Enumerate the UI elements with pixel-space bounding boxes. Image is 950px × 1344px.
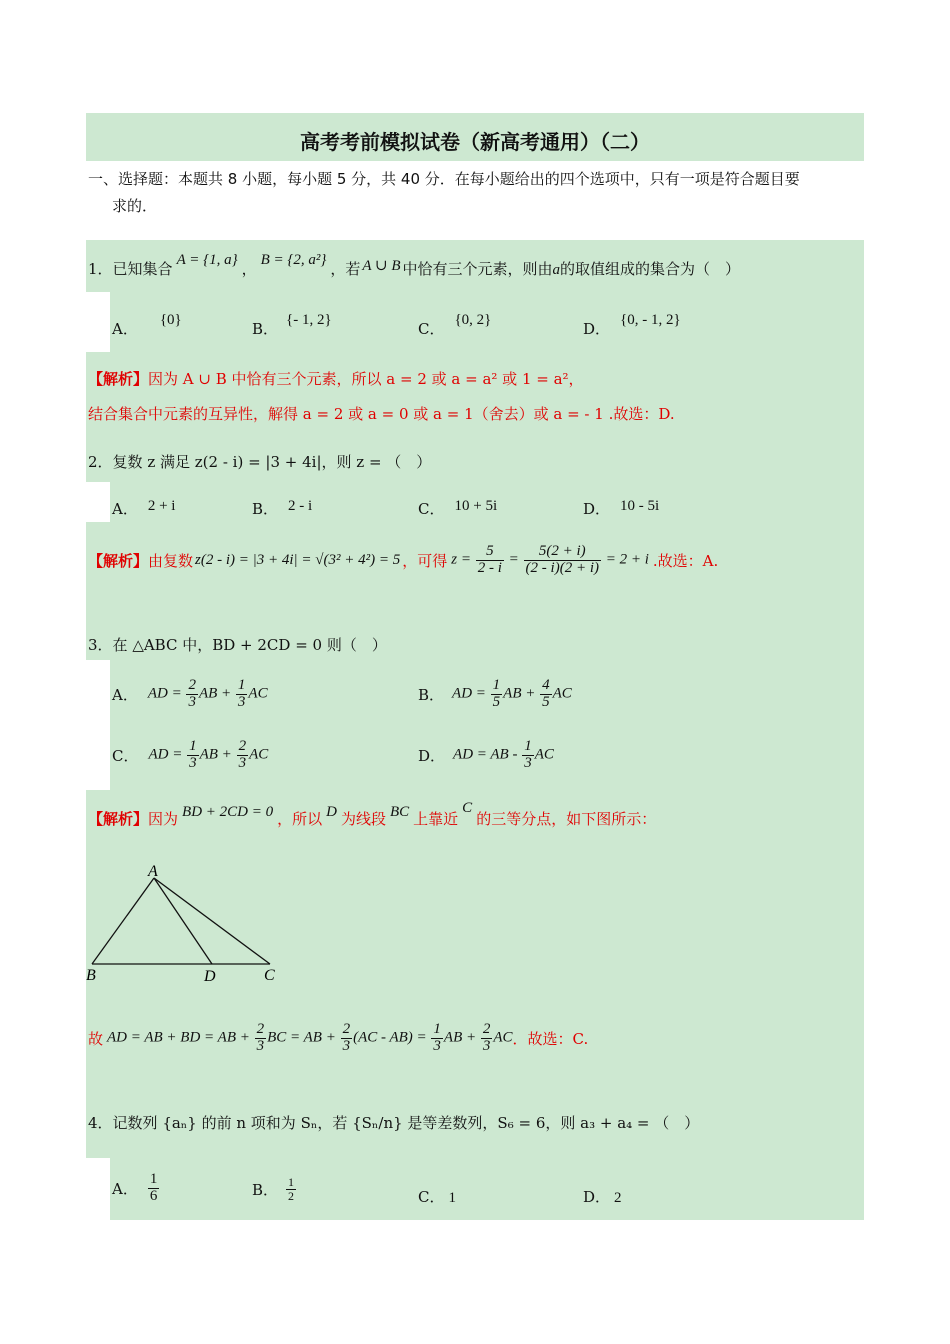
question-4: 4．记数列 {aₙ} 的前 n 项和为 Sₙ，若 {Sₙ/n} 是等差数列，S₆ = 6，则 a₃ + a₄ = （ ） [88, 1114, 700, 1132]
q1-option-d[interactable]: D． {0, - 1, 2} [583, 312, 681, 338]
section-heading-line2: 求的． [112, 197, 158, 215]
q4-option-a[interactable]: A． $\frac{1}{6}$ [112, 1171, 158, 1204]
q3-option-a[interactable]: A． AD = $\frac{2}{3}$ AB + $\frac{1}{3}$ AC [112, 677, 268, 710]
question-2: 2．复数 z 满足 z(2 - i) = |3 + 4i|，则 z = （ ） [88, 453, 432, 471]
vertex-d: D [204, 968, 216, 985]
question-1 [88, 252, 741, 279]
answer-block-notch [86, 292, 110, 352]
triangle-figure [80, 858, 300, 988]
side-ac [154, 878, 270, 964]
page-title: 高考考前模拟试卷（新高考通用）（二） [300, 130, 650, 154]
solution-equation: z(2 - i) = |3 + 4i| = √(3² + 4²) = 5 [195, 551, 401, 568]
q1-solution-line2: 结合集合中元素的互异性，解得 a = 2 或 a = 0 或 a = 1（舍去）或 a = - 1 .故选：D. [88, 405, 675, 423]
q3-conclusion: 故 AD = AB + BD = AB + $\frac{2}{3}$ BC = AB + $\frac{2}{3}$ (AC - AB) = $\frac{1}{3}$ AB + $\frac{2}{3}$ AC ．故选：C. [88, 1021, 589, 1054]
variable-a: a [552, 262, 561, 278]
q2-option-c[interactable]: C． 10 + 5i [418, 498, 498, 518]
q2-option-d[interactable]: D． 10 - 5i [583, 498, 660, 518]
q2-option-a[interactable]: A． 2 + i [112, 498, 176, 518]
segment-ad [154, 878, 212, 964]
answer-block-notch [86, 482, 110, 522]
section-heading-line1: 一、选择题：本题共 8 小题，每小题 5 分，共 40 分．在每小题给出的四个选项中，只有一项是符合题目要 [88, 170, 800, 188]
q1-option-a[interactable]: A． {0} [112, 312, 182, 338]
question-3: 3．在 △ABC 中，BD + 2CD = 0 则（ ） [88, 636, 387, 654]
side-ab [92, 878, 154, 964]
question-stem: 中恰有三个元素，则由 [402, 260, 553, 278]
q1-solution-line1: 【解析】因为 A ∪ B 中恰有三个元素，所以 a = 2 或 a = a² 或 1 = a²， [88, 370, 584, 388]
question-stem: ，若 [330, 260, 361, 278]
set-a: A = {1, a} [176, 252, 238, 268]
set-b: B = {2, a²} [260, 252, 327, 268]
union: A ∪ B [362, 258, 401, 274]
q4-option-b[interactable]: B． $\frac{1}{2}$ [252, 1175, 295, 1203]
q4-option-c[interactable]: C． 1 [418, 1188, 456, 1206]
question-number: 1． [88, 260, 113, 278]
q3-option-d[interactable]: D． AD = AB - $\frac{1}{3}$ AC [418, 738, 554, 771]
q3-solution: 【解析】因为 BD + 2CD = 0 ，所以 D 为线段 BC 上靠近C的三等分点，如下图所示： [88, 800, 657, 828]
question-stem: 已知集合 [112, 260, 173, 278]
q3-option-c[interactable]: C． AD = $\frac{1}{3}$ AB + $\frac{2}{3}$ AC [112, 738, 269, 771]
answer-block-notch [86, 1158, 110, 1220]
q1-option-b[interactable]: B． {- 1, 2} [252, 312, 332, 338]
q4-option-d[interactable]: D． 2 [583, 1188, 622, 1206]
question-stem: 的取值组成的集合为（ ） [560, 260, 741, 278]
q2-option-b[interactable]: B． 2 - i [252, 498, 313, 518]
q3-option-b[interactable]: B． AD = $\frac{1}{5}$ AB + $\frac{4}{5}$ AC [418, 677, 572, 710]
solution-fraction: z = $\frac{5}{2 - i}$ = $\frac{5(2 + i)}{(2 - i)(2 + i)}$ = 2 + i [451, 542, 649, 576]
q2-solution: 【解析】 由复数 z(2 - i) = |3 + 4i| = √(3² + 4²) = 5 ，可得 z = $\frac{5}{2 - i}$ = $\frac{5(2 + i)}{(2 - i)(2 + i)}$ = 2 + i .故选：A. [88, 542, 719, 576]
separator: ， [241, 260, 257, 278]
answer-block-notch [86, 660, 110, 790]
vertex-b: B [86, 967, 96, 984]
q1-option-c[interactable]: C． {0, 2} [418, 312, 492, 338]
vertex-a: A [148, 863, 158, 880]
vertex-c: C [264, 967, 275, 984]
